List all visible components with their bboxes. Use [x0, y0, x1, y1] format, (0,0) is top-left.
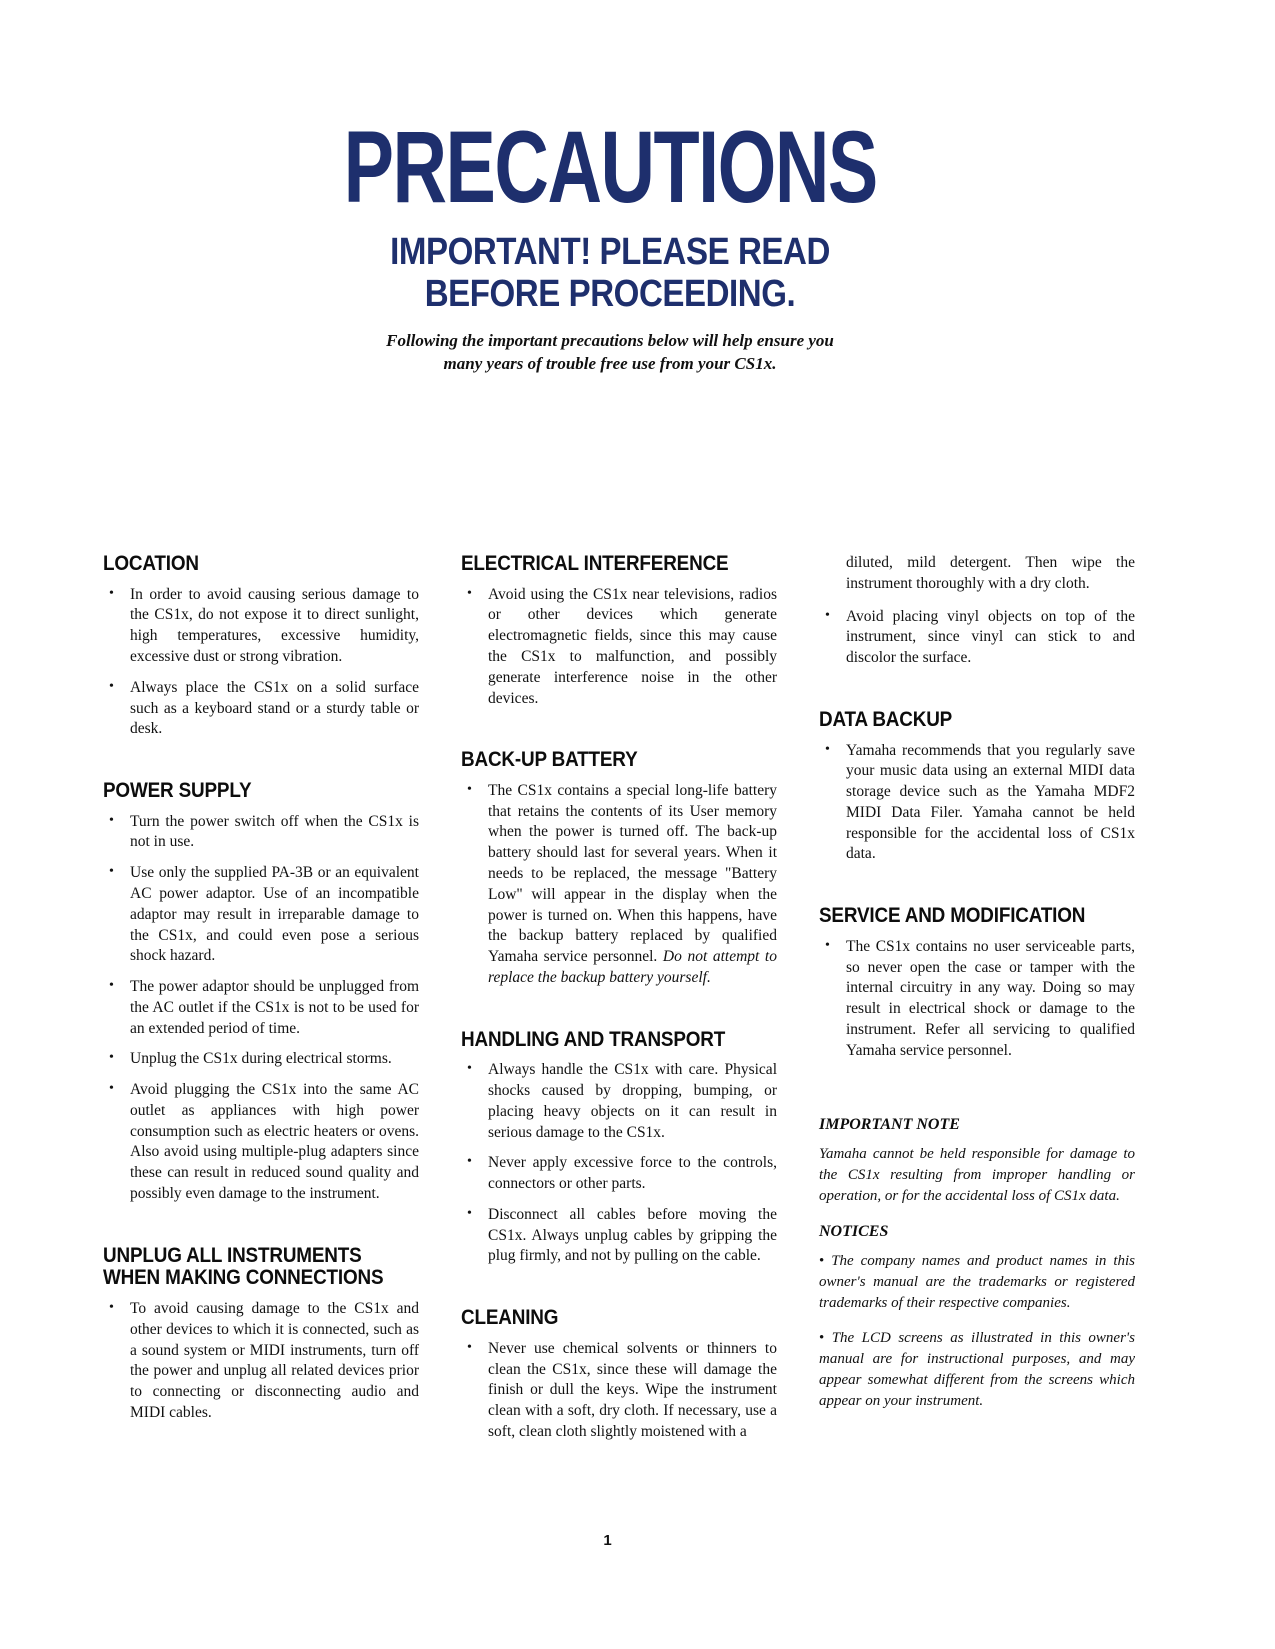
intro-text [0, 330, 1220, 376]
intro-line-2: many years of trouble free use from your CS1x. [443, 353, 777, 373]
column-1 [103, 553, 419, 1453]
notice-item: • The company names and product names in this owner's manual are the trademarks or registered trademarks of their respective companies. [819, 1253, 1135, 1312]
notices-heading: NOTICES [819, 1223, 889, 1241]
section-heading: SERVICE AND MODIFICATION [819, 904, 1086, 928]
page-subtitle [0, 232, 1220, 316]
list-item: • Always handle the CS1x with care. Physical shocks caused by dropping, bumping, or placing heavy objects on it can result in serious damage to the CS1x. [467, 1061, 777, 1141]
section-heading: CLEANING [461, 1306, 559, 1330]
bullet-icon: • [825, 741, 830, 757]
list-item: • Disconnect all cables before moving the CS1x. Always unplug cables by gripping the plug firmly, and not by pulling on the cable. [467, 1205, 777, 1265]
section-heading: POWER SUPPLY [103, 779, 252, 803]
bullet-icon: • [825, 607, 830, 623]
notice-item: • The LCD screens as illustrated in this owner's manual are for instructional purposes, and may appear somewhat different from the screens which appear on your instrument. [819, 1330, 1135, 1410]
important-note-text: Yamaha cannot be held responsible for damage to the CS1x resulting from improper handling or operation, or for the accidental loss of CS1x data. [819, 1146, 1135, 1205]
bullet-icon: • [467, 781, 472, 797]
list-item: • In order to avoid causing serious damage to the CS1x, do not expose it to direct sunlight, high temperatures, excessive humidity, excessive dust or strong vibration. [109, 585, 419, 665]
page-header [0, 0, 1220, 375]
bullet-icon: • [825, 937, 830, 953]
section-heading: UNPLUG ALL INSTRUMENTS WHEN MAKING CONNECTIONS [103, 1243, 384, 1290]
bullet-icon: • [467, 1061, 472, 1077]
section-backup-battery [461, 749, 777, 988]
bullet-icon: • [109, 585, 114, 601]
list-item: • The CS1x contains a special long-life battery that retains the contents of its User memory when the power is turned off. The back-up battery should last for several years. When it needs to be replaced, the message "Battery Low" will appear in the display when the power is turned on. When this happens, have the backup battery replaced by qualified Yamaha service personnel. Do not attempt to replace the backup battery yourself. [467, 781, 777, 986]
bullet-icon: • [819, 1330, 832, 1347]
bullet-icon: • [467, 585, 472, 601]
page-title: PRECAUTIONS [343, 110, 877, 224]
section-heading: ELECTRICAL INTERFERENCE [461, 552, 729, 575]
bullet-icon: • [109, 1300, 114, 1316]
section-unplug-all-instruments [103, 1245, 419, 1424]
list-item: • The CS1x contains no user serviceable parts, so never open the case or tamper with the internal circuitry in any way. Doing so may result in electrical shock or damage to the instrument. Refer all servicing to qualified Yamaha service personnel. [825, 937, 1135, 1059]
subtitle-line-2: BEFORE PROCEEDING. [424, 272, 796, 315]
important-note-heading: IMPORTANT NOTE [819, 1116, 960, 1134]
section-cleaning [461, 1307, 777, 1443]
list-item: • Avoid using the CS1x near televisions, radios or other devices which generate electromagnetic fields, since this may cause the CS1x to malfunction, and possibly generate interference noise in the other devices. [467, 585, 777, 707]
list-item: • Avoid placing vinyl objects on top of the instrument, since vinyl can stick to and discolor the surface. [825, 607, 1135, 667]
section-handling-and-transport [461, 1029, 777, 1268]
list-item: • Use only the supplied PA-3B or an equivalent AC power adaptor. Use of an incompatible adaptor may result in irreparable damage to the CS1x, and could even pose a serious shock hazard. [109, 864, 419, 965]
intro-line-1: Following the important precautions below will help ensure you [386, 330, 834, 350]
bullet-icon: • [109, 864, 114, 880]
section-heading: BACK-UP BATTERY [461, 748, 638, 772]
list-item: • To avoid causing damage to the CS1x and other devices to which it is connected, such as a sound system or MIDI instruments, turn off the power and unplug all related devices prior to connecting or disconnecting audio and MIDI cables. [109, 1300, 419, 1421]
bullet-icon: • [467, 1205, 472, 1221]
list-item: • Yamaha recommends that you regularly save your music data using an external MIDI data storage device such as the Yamaha MDF2 MIDI Data Filer. Yamaha cannot be held responsible for the accidental loss of CS1x data. [825, 741, 1135, 863]
section-power-supply [103, 780, 419, 1205]
bullet-icon: • [467, 1339, 472, 1355]
subtitle-line-1: IMPORTANT! PLEASE READ [390, 231, 830, 273]
page-number: 1 [603, 1532, 612, 1549]
column-2 [461, 553, 777, 1453]
section-service-and-modification [819, 905, 1135, 1061]
bullet-icon: • [109, 678, 114, 694]
section-electrical-interference [461, 553, 777, 709]
italic-warning-text: Do not attempt to replace the backup battery yourself. [488, 948, 777, 986]
section-heading: DATA BACKUP [819, 707, 953, 731]
list-item: • Never apply excessive force to the controls, connectors or other parts. [467, 1154, 777, 1193]
list-item: • Turn the power switch off when the CS1x is not in use. [109, 812, 419, 851]
list-item: • Avoid plugging the CS1x into the same AC outlet as appliances with high power consumption such as electric heaters or ovens. Also avoid using multiple-plug adapters since these can result in reduced sound quality and possibly even damage to the instrument. [109, 1081, 419, 1202]
notes-block [819, 1116, 1135, 1412]
section-data-backup [819, 709, 1135, 865]
section-heading: LOCATION [103, 552, 199, 575]
content-columns [103, 553, 1135, 1453]
bullet-icon: • [467, 1154, 472, 1170]
list-item: • Never use chemical solvents or thinners to clean the CS1x, since these will damage the finish or dull the keys. Wipe the instrument clean with a soft, dry cloth. If necessary, use a soft, clean cloth slightly moistened with a [467, 1339, 777, 1440]
bullet-icon: • [819, 1253, 832, 1270]
bullet-icon: • [109, 812, 114, 828]
bullet-icon: • [109, 978, 114, 994]
cleaning-continuation-text: diluted, mild detergent. Then wipe the instrument thoroughly with a dry cloth. [846, 554, 1135, 592]
list-item: • Always place the CS1x on a solid surface such as a keyboard stand or a sturdy table or desk. [109, 678, 419, 738]
bullet-icon: • [109, 1081, 114, 1097]
section-location [103, 553, 419, 740]
list-item: • The power adaptor should be unplugged from the AC outlet if the CS1x is not to be used for an extended period of time. [109, 978, 419, 1037]
column-3 [819, 553, 1135, 1453]
list-item: • Unplug the CS1x during electrical storms. [109, 1050, 392, 1068]
bullet-icon: • [109, 1050, 114, 1066]
section-heading: HANDLING AND TRANSPORT [461, 1027, 726, 1051]
